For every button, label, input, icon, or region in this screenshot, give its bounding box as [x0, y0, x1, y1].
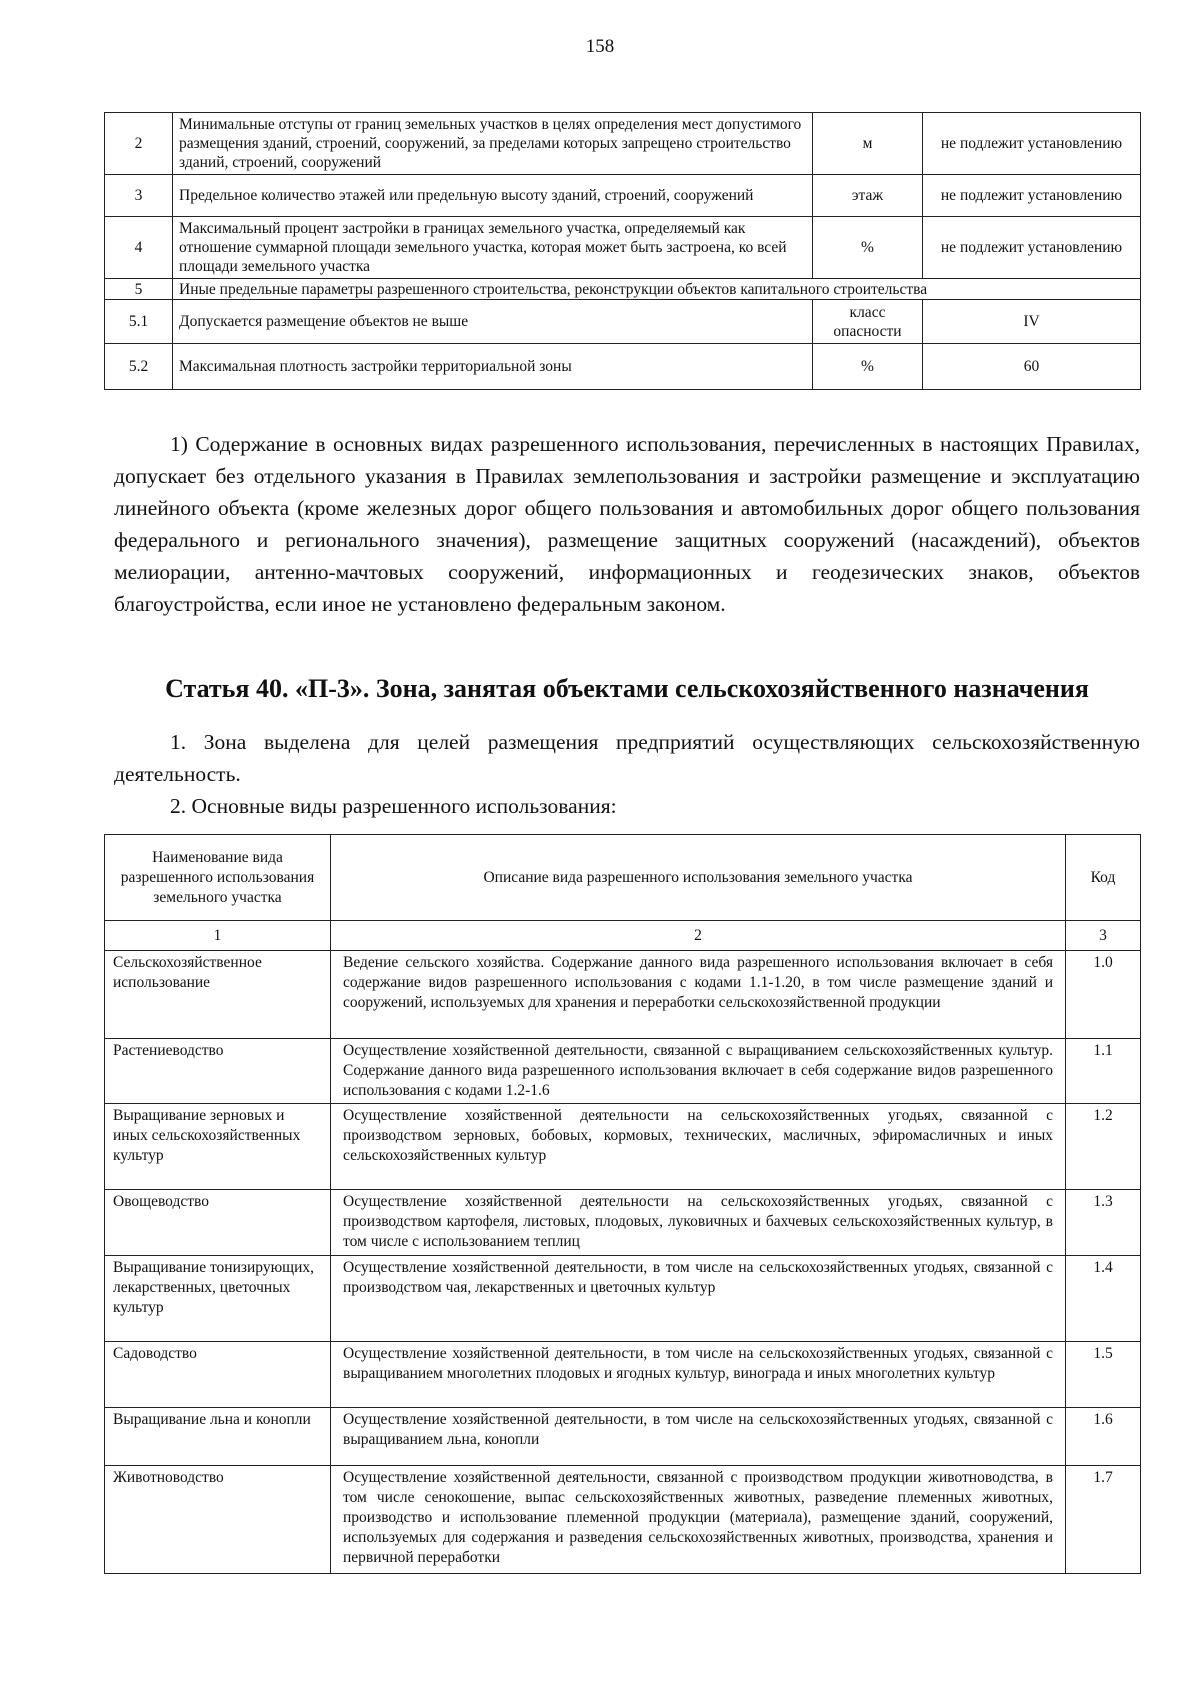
use-description: Осуществление хозяйственной деятельности, связанной с выращиванием сельскохозяйственных культур. Содержание данного вида разрешенного использования включает в себя содержание видов разрешенного использования с кодами 1.2-1.6: [331, 1039, 1066, 1104]
use-code: 1.2: [1066, 1104, 1141, 1190]
column-number: 1: [105, 921, 331, 951]
use-name: Овощеводство: [105, 1190, 331, 1256]
use-description: Осуществление хозяйственной деятельности, связанной с производством продукции животноводства, в том числе сенокошение, выпас сельскохозяйственных животных, разведение племенных животных, производство и использование племенной продукции (материала), размещение зданий, сооружений, используемых для содержания и разведения сельскохозяйственных животных, производства, хранения и первичной переработки: [331, 1466, 1066, 1574]
table-row: [105, 1190, 1141, 1256]
parameter-text: Предельное количество этажей или предельную высоту зданий, строений, сооружений: [173, 175, 813, 217]
table-row: [105, 300, 1141, 344]
use-code: 1.4: [1066, 1256, 1141, 1342]
use-code: 1.1: [1066, 1039, 1141, 1104]
table-row: [105, 344, 1141, 390]
table-row: [105, 217, 1141, 279]
table-row: [105, 113, 1141, 175]
value-cell: не подлежит установлению: [923, 217, 1141, 279]
row-number: 2: [105, 113, 173, 175]
zone-purpose-paragraph: 1. Зона выделена для целей размещения предприятий осуществляющих сельскохозяйственную деятельность.: [114, 730, 1140, 786]
use-name: Сельскохозяйственное использование: [105, 951, 331, 1039]
table-row: [105, 279, 1141, 300]
column-header-code: Код: [1066, 835, 1141, 921]
use-description: Осуществление хозяйственной деятельности на сельскохозяйственных угодьях, связанной с производством зерновых, бобовых, кормовых, технических, масличных, эфиромасличных и иных сельскохозяйственных культур: [331, 1104, 1066, 1190]
unit-cell: м: [813, 113, 923, 175]
article-heading: Статья 40. «П-3». Зона, занятая объектами сельскохозяйственного назначения: [165, 674, 1089, 703]
parameter-group-text: Иные предельные параметры разрешенного строительства, реконструкции объектов капитального строительства: [173, 279, 1141, 300]
use-description: Ведение сельского хозяйства. Содержание данного вида разрешенного использования включает в себя содержание видов разрешенного использования с кодами 1.1-1.20, в том числе размещение зданий и сооружений, используемых для хранения и переработки сельскохозяйственной продукции: [331, 951, 1066, 1039]
column-header-name: Наименование вида разрешенного использования земельного участка: [105, 835, 331, 921]
use-name: Выращивание льна и конопли: [105, 1408, 331, 1466]
table-row: [105, 1342, 1141, 1408]
row-number: 5.2: [105, 344, 173, 390]
use-description: Осуществление хозяйственной деятельности на сельскохозяйственных угодьях, связанной с производством картофеля, листовых, плодовых, луковичных и бахчевых сельскохозяйственных культур, в том числе с использованием теплиц: [331, 1190, 1066, 1256]
table-row: [105, 1408, 1141, 1466]
parameter-text: Максимальный процент застройки в границах земельного участка, определяемый как отношение суммарной площади земельного участка, которая может быть застроена, ко всей площади земельного участка: [173, 217, 813, 279]
use-code: 1.5: [1066, 1342, 1141, 1408]
table-row: [105, 1104, 1141, 1190]
use-description: Осуществление хозяйственной деятельности, в том числе на сельскохозяйственных угодьях, связанной с выращиванием многолетних плодовых и ягодных культур, винограда и иных многолетних культур: [331, 1342, 1066, 1408]
page-number: 158: [585, 36, 615, 57]
row-number: 5: [105, 279, 173, 300]
use-name: Выращивание зерновых и иных сельскохозяйственных культур: [105, 1104, 331, 1190]
use-description: Осуществление хозяйственной деятельности, в том числе на сельскохозяйственных угодьях, связанной с выращиванием льна, конопли: [331, 1408, 1066, 1466]
column-number: 2: [331, 921, 1066, 951]
row-number: 3: [105, 175, 173, 217]
table-row: [105, 1466, 1141, 1574]
row-number: 5.1: [105, 300, 173, 344]
value-cell: не подлежит установлению: [923, 175, 1141, 217]
row-number: 4: [105, 217, 173, 279]
permitted-uses-table: [104, 834, 1141, 1574]
unit-cell: %: [813, 217, 923, 279]
use-name: Садоводство: [105, 1342, 331, 1408]
unit-cell: %: [813, 344, 923, 390]
column-number: 3: [1066, 921, 1141, 951]
unit-cell: этаж: [813, 175, 923, 217]
table-row: [105, 951, 1141, 1039]
parameter-text: Максимальная плотность застройки территориальной зоны: [173, 344, 813, 390]
column-numbers-row: [105, 921, 1141, 951]
parameter-text: Допускается размещение объектов не выше: [173, 300, 813, 344]
use-code: 1.6: [1066, 1408, 1141, 1466]
use-code: 1.7: [1066, 1466, 1141, 1574]
use-name: Животноводство: [105, 1466, 331, 1574]
use-description: Осуществление хозяйственной деятельности, в том числе на сельскохозяйственных угодьях, связанной с производством чая, лекарственных и цветочных культур: [331, 1256, 1066, 1342]
value-cell: не подлежит установлению: [923, 113, 1141, 175]
use-name: Выращивание тонизирующих, лекарственных, цветочных культур: [105, 1256, 331, 1342]
value-cell: 60: [923, 344, 1141, 390]
table-row: [105, 175, 1141, 217]
use-code: 1.0: [1066, 951, 1141, 1039]
parameters-table: [104, 112, 1141, 390]
parameter-text: Минимальные отступы от границ земельных участков в целях определения мест допустимого размещения зданий, строений, сооружений, за пределами которых запрещено строительство зданий, строений, сооружений: [173, 113, 813, 175]
value-cell: IV: [923, 300, 1141, 344]
unit-cell: класс опасности: [813, 300, 923, 344]
footnote-paragraph: 1) Содержание в основных видах разрешенного использования, перечисленных в настоящих Правилах, допускает без отдельного указания в Правилах землепользования и застройки размещение и эксплуатацию линейного объекта (кроме железных дорог общего пользования и автомобильных дорог общего пользования федерального и регионального значения), размещение защитных сооружений (насаждений), объектов мелиорации, антенно-мачтовых сооружений, информационных и геодезических знаков, объектов благоустройства, если иное не установлено федеральным законом.: [114, 432, 1140, 616]
uses-intro-paragraph: 2. Основные виды разрешенного использования:: [170, 794, 617, 818]
column-header-description: Описание вида разрешенного использования земельного участка: [331, 835, 1066, 921]
use-name: Растениеводство: [105, 1039, 331, 1104]
table-header-row: [105, 835, 1141, 921]
use-code: 1.3: [1066, 1190, 1141, 1256]
table-row: [105, 1039, 1141, 1104]
table-row: [105, 1256, 1141, 1342]
